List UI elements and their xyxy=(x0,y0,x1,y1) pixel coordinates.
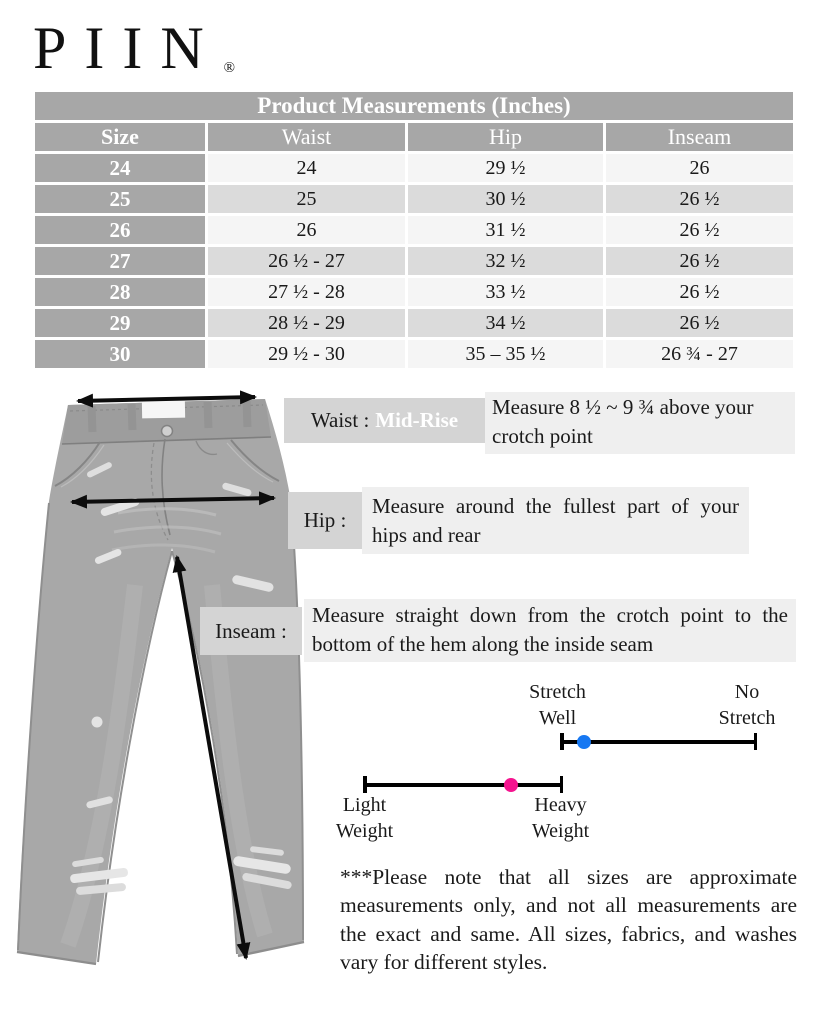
cell-size: 27 xyxy=(35,247,205,275)
inseam-guide-label: Inseam : xyxy=(200,607,302,655)
column-header-hip: Hip xyxy=(408,123,603,151)
cell-waist: 29 ½ - 30 xyxy=(208,340,405,368)
cell-size: 29 xyxy=(35,309,205,337)
disclaimer-note: ***Please note that all sizes are approximate measurements only, and not all measurements are the exact and same. All sizes, fabrics, and washes vary for different styles. xyxy=(340,865,797,975)
table-row xyxy=(35,309,793,337)
waistband-label-patch xyxy=(142,400,185,419)
stretch-scale-left-label: Stretch Well xyxy=(529,681,586,729)
cell-inseam: 26 ½ xyxy=(606,278,793,306)
cell-hip: 34 ½ xyxy=(408,309,603,337)
waist-label-text: Waist : xyxy=(310,408,370,432)
waist-guide-label xyxy=(284,398,485,443)
cell-size: 26 xyxy=(35,216,205,244)
weight-scale-right-label: Heavy Weight xyxy=(531,794,590,842)
jeans-image xyxy=(0,385,320,1024)
weight-scale-line xyxy=(363,783,563,787)
cell-waist: 26 xyxy=(208,216,405,244)
cell-hip: 29 ½ xyxy=(408,154,603,182)
weight-scale-left-label: Light Weight xyxy=(335,794,394,842)
cell-hip: 30 ½ xyxy=(408,185,603,213)
cell-size: 30 xyxy=(35,340,205,368)
cell-hip: 35 – 35 ½ xyxy=(408,340,603,368)
cell-hip: 33 ½ xyxy=(408,278,603,306)
measurements-table xyxy=(35,92,793,368)
column-header-size: Size xyxy=(35,123,205,151)
table-row xyxy=(35,340,793,368)
cell-waist: 25 xyxy=(208,185,405,213)
stretch-scale-right-label: No Stretch xyxy=(718,681,776,729)
table-row xyxy=(35,185,793,213)
cell-waist: 26 ½ - 27 xyxy=(208,247,405,275)
table-title: Product Measurements (Inches) xyxy=(35,92,793,120)
inseam-guide-description: Measure straight down from the crotch point to the bottom of the hem along the inside seam xyxy=(304,599,796,662)
table-header-row xyxy=(35,123,793,151)
table-row xyxy=(35,247,793,275)
weight-indicator-dot xyxy=(504,778,518,792)
brand-logo-text: PIIN xyxy=(33,15,222,81)
cell-size: 28 xyxy=(35,278,205,306)
cell-inseam: 26 xyxy=(606,154,793,182)
cell-hip: 32 ½ xyxy=(408,247,603,275)
hip-guide-description: Measure around the fullest part of your hips and rear xyxy=(362,487,749,554)
cell-size: 25 xyxy=(35,185,205,213)
stretch-indicator-dot xyxy=(577,735,591,749)
cell-waist: 27 ½ - 28 xyxy=(208,278,405,306)
cell-size: 24 xyxy=(35,154,205,182)
cell-waist: 28 ½ - 29 xyxy=(208,309,405,337)
cell-inseam: 26 ½ xyxy=(606,247,793,275)
table-row xyxy=(35,154,793,182)
column-header-waist: Waist xyxy=(208,123,405,151)
cell-inseam: 26 ½ xyxy=(606,309,793,337)
jeans-button xyxy=(162,426,173,437)
cell-inseam: 26 ½ xyxy=(606,185,793,213)
cell-waist: 24 xyxy=(208,154,405,182)
hip-guide-label: Hip : xyxy=(288,492,362,549)
table-row xyxy=(35,216,793,244)
brand-logo xyxy=(33,14,235,83)
registered-trademark-icon: ® xyxy=(223,60,236,76)
waist-guide-description: Measure 8 ½ ~ 9 ¾ above your crotch point xyxy=(485,392,795,454)
cell-inseam: 26 ½ xyxy=(606,216,793,244)
cell-hip: 31 ½ xyxy=(408,216,603,244)
column-header-inseam: Inseam xyxy=(606,123,793,151)
waist-rise-badge: Mid-Rise xyxy=(375,408,459,432)
cell-inseam: 26 ¾ - 27 xyxy=(606,340,793,368)
stretch-scale-line xyxy=(560,740,757,744)
table-row xyxy=(35,278,793,306)
